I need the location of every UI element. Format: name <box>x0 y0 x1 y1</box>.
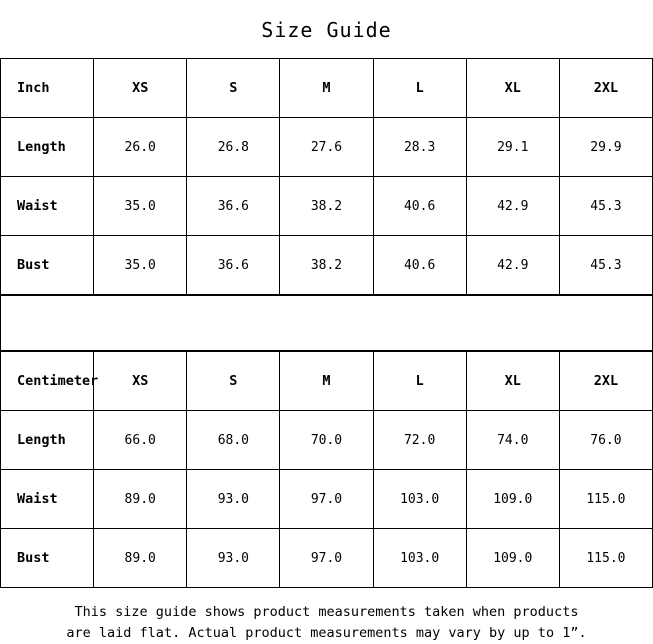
cell-bust-m: 38.2 <box>280 236 373 295</box>
row-label-waist: Waist <box>1 470 94 529</box>
column-header-s: S <box>187 59 280 118</box>
cell-waist-m: 97.0 <box>280 470 373 529</box>
cell-bust-2xl: 45.3 <box>559 236 652 295</box>
column-header-l: L <box>373 59 466 118</box>
column-header-2xl: 2XL <box>559 352 652 411</box>
cell-waist-l: 40.6 <box>373 177 466 236</box>
table-row <box>1 236 653 295</box>
cell-waist-m: 38.2 <box>280 177 373 236</box>
cell-length-xs: 26.0 <box>94 118 187 177</box>
cell-bust-xl: 109.0 <box>466 529 559 588</box>
row-label-bust: Bust <box>1 236 94 295</box>
page-title: Size Guide <box>261 18 392 42</box>
cell-bust-xl: 42.9 <box>466 236 559 295</box>
column-header-m: M <box>280 352 373 411</box>
column-header-s: S <box>187 352 280 411</box>
cell-length-2xl: 76.0 <box>559 411 652 470</box>
cell-bust-m: 97.0 <box>280 529 373 588</box>
cell-length-m: 27.6 <box>280 118 373 177</box>
cell-length-s: 68.0 <box>187 411 280 470</box>
centimeter-size-table <box>0 351 653 588</box>
inch-size-table <box>0 58 653 295</box>
column-header-m: M <box>280 59 373 118</box>
column-header-2xl: 2XL <box>559 59 652 118</box>
unit-label-centimeter: Centimeter <box>1 352 94 411</box>
cell-waist-2xl: 45.3 <box>559 177 652 236</box>
table-separator-row <box>0 295 653 351</box>
table-row <box>1 411 653 470</box>
cell-waist-xs: 89.0 <box>94 470 187 529</box>
cell-bust-l: 40.6 <box>373 236 466 295</box>
cell-bust-s: 93.0 <box>187 529 280 588</box>
row-label-length: Length <box>1 411 94 470</box>
size-guide-note <box>0 588 653 644</box>
note-line-2: are laid flat. Actual product measurements may vary by up to 1”. <box>66 625 587 641</box>
cell-waist-xl: 109.0 <box>466 470 559 529</box>
table-row <box>1 470 653 529</box>
column-header-xs: XS <box>94 59 187 118</box>
table-row <box>1 529 653 588</box>
cell-length-2xl: 29.9 <box>559 118 652 177</box>
table-header-row <box>1 352 653 411</box>
cell-length-xl: 74.0 <box>466 411 559 470</box>
cell-length-s: 26.8 <box>187 118 280 177</box>
cell-waist-s: 93.0 <box>187 470 280 529</box>
cell-waist-l: 103.0 <box>373 470 466 529</box>
table-row <box>1 177 653 236</box>
cell-bust-s: 36.6 <box>187 236 280 295</box>
row-label-length: Length <box>1 118 94 177</box>
cell-waist-2xl: 115.0 <box>559 470 652 529</box>
column-header-l: L <box>373 352 466 411</box>
cell-bust-xs: 35.0 <box>94 236 187 295</box>
column-header-xs: XS <box>94 352 187 411</box>
cell-bust-xs: 89.0 <box>94 529 187 588</box>
cell-waist-xl: 42.9 <box>466 177 559 236</box>
table-header-row <box>1 59 653 118</box>
unit-label-inch: Inch <box>1 59 94 118</box>
column-header-xl: XL <box>466 352 559 411</box>
column-header-xl: XL <box>466 59 559 118</box>
row-label-waist: Waist <box>1 177 94 236</box>
cell-length-xl: 29.1 <box>466 118 559 177</box>
cell-length-l: 72.0 <box>373 411 466 470</box>
cell-length-xs: 66.0 <box>94 411 187 470</box>
cell-bust-2xl: 115.0 <box>559 529 652 588</box>
cell-bust-l: 103.0 <box>373 529 466 588</box>
cell-length-m: 70.0 <box>280 411 373 470</box>
cell-waist-s: 36.6 <box>187 177 280 236</box>
row-label-bust: Bust <box>1 529 94 588</box>
cell-length-l: 28.3 <box>373 118 466 177</box>
table-row <box>1 118 653 177</box>
note-line-1: This size guide shows product measurements taken when products <box>74 604 579 620</box>
cell-waist-xs: 35.0 <box>94 177 187 236</box>
